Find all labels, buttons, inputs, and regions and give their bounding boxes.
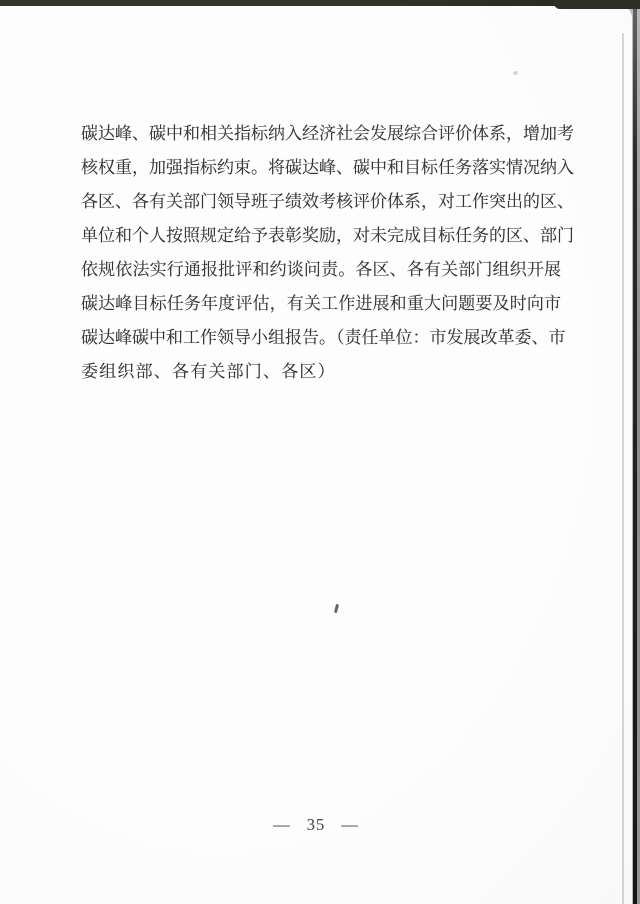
scan-noise-dot <box>513 71 518 75</box>
text-line: 各区、各有关部门领导班子绩效考核评价体系，对工作突出的区、 <box>81 192 574 211</box>
scan-ink-speck <box>334 604 339 613</box>
text-line: 委组织部、各有关部门、各区） <box>81 362 336 381</box>
paper-sheet <box>0 5 632 904</box>
scan-top-band <box>0 0 640 6</box>
scan-top-band-right <box>554 0 640 9</box>
text-line: 核权重，加强指标约束。将碳达峰、碳中和目标任务落实情况纳入 <box>81 158 574 177</box>
scan-edge-dark-line <box>633 0 637 904</box>
paper-edge-shadow-line <box>622 33 624 904</box>
text-line: 碳达峰碳中和工作领导小组报告。（责任单位：市发展改革委、市 <box>81 328 566 347</box>
text-line: 碳达峰、碳中和相关指标纳入经济社会发展综合评价体系，增加考 <box>81 124 574 143</box>
body-text-block <box>81 117 574 389</box>
text-line: 单位和个人按照规定给予表彰奖励，对未完成目标任务的区、部门 <box>81 226 574 245</box>
text-line: 依规依法实行通报批评和约谈问责。各区、各有关部门组织开展 <box>81 260 561 279</box>
page-number: — 35 — <box>273 815 359 834</box>
text-line: 碳达峰目标任务年度评估，有关工作进展和重大问题要及时向市 <box>81 294 561 313</box>
